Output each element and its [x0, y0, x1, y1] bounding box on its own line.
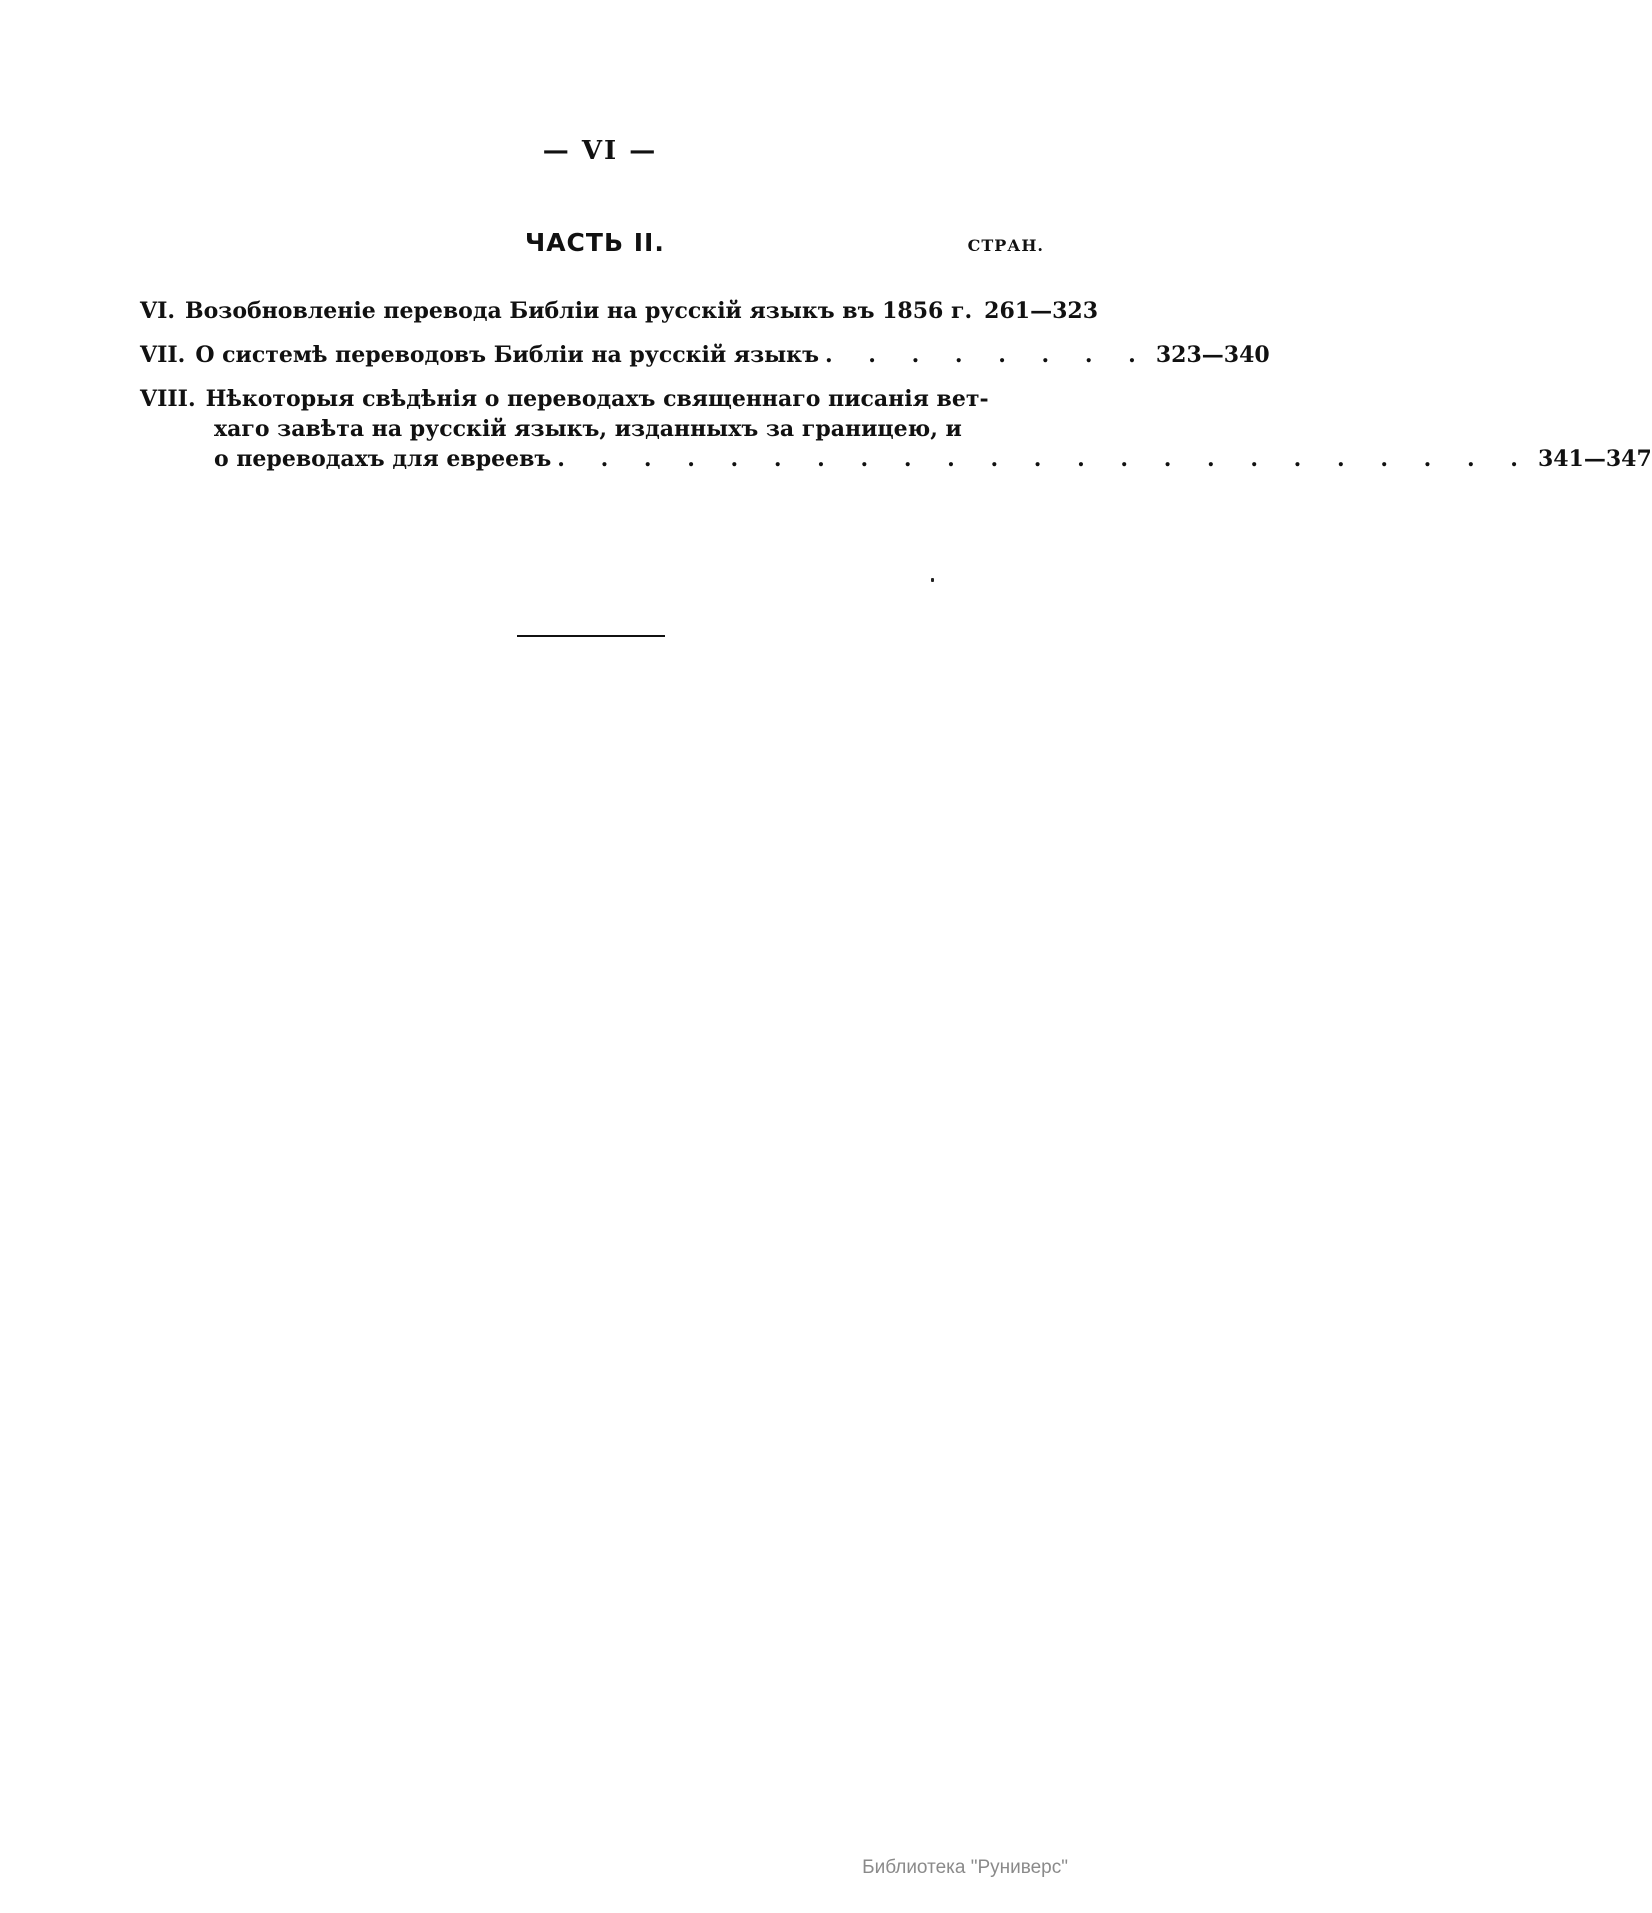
toc-entry-pages: 323—340 [1155, 342, 1270, 368]
dot-leader: . . . . . . . . [824, 342, 1150, 368]
toc-entry-pages: 341—347 [1537, 446, 1652, 472]
toc-entry-vii [140, 340, 1270, 370]
toc-entry-number: VIII. [140, 386, 196, 412]
toc-entry-pages: 261—323 [984, 298, 1099, 324]
pages-column-heading: СТРАН. [967, 236, 1044, 255]
toc-line [140, 414, 1044, 444]
table-of-contents [140, 296, 1652, 488]
toc-line [140, 384, 1044, 414]
toc-entry-title-continued: хаго завѣта на русскій языкъ, изданныхъ за границею, и [214, 416, 962, 442]
library-watermark: Библиотека "Руниверс" [862, 1857, 1068, 1878]
toc-line [140, 296, 1099, 326]
dot-leader: . . . . . . . . . . . . . . . . . . . . . . . [557, 446, 1532, 472]
toc-entry-title: Возобновленіе перевода Библіи на русскій языкъ въ 1856 г. [185, 298, 973, 324]
toc-line [140, 340, 1270, 370]
toc-entry-title-continued: о переводахъ для евреевъ [214, 446, 552, 472]
toc-entry-vi [140, 296, 1099, 326]
toc-line [140, 444, 1652, 474]
toc-entry-title: Нѣкоторыя свѣдѣнія о переводахъ священнаго писанія вет- [205, 386, 989, 412]
toc-entry-title: О системѣ переводовъ Библіи на русскій языкъ [195, 342, 819, 368]
toc-entry-number: VII. [140, 342, 186, 368]
page-number: — VI — [542, 136, 658, 166]
closing-rule [517, 635, 665, 637]
part-heading: ЧАСТЬ II. [525, 228, 665, 257]
toc-entry-number: VI. [140, 298, 176, 324]
toc-entry-viii [140, 384, 1652, 474]
print-speck [931, 578, 934, 582]
